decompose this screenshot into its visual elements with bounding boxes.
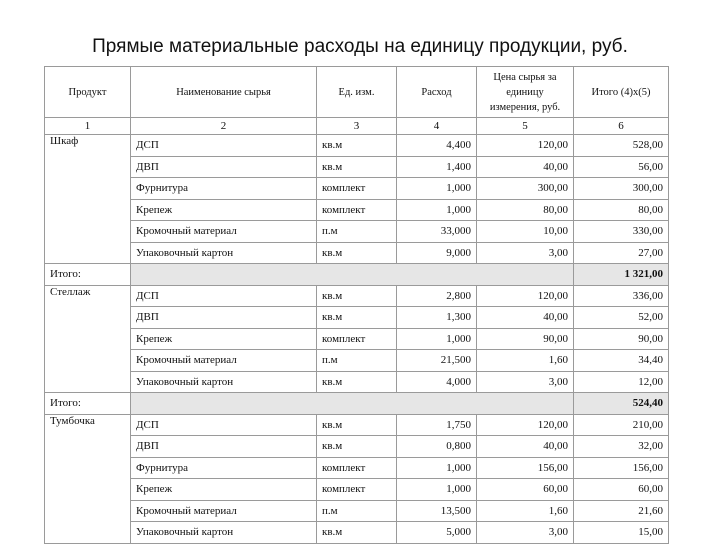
material-name: Крепеж <box>131 328 317 350</box>
consumption-cell: 21,500 <box>397 350 477 372</box>
price-cell: 3,00 <box>477 242 574 264</box>
row-total-cell: 56,00 <box>574 156 669 178</box>
material-name: Крепеж <box>131 199 317 221</box>
unit-cell: кв.м <box>317 522 397 544</box>
unit-cell: кв.м <box>317 307 397 329</box>
price-cell: 120,00 <box>477 135 574 157</box>
subtotal-label: Итого: <box>45 393 131 415</box>
price-cell: 40,00 <box>477 307 574 329</box>
header-price: Цена сырья за единицу измерения, руб. <box>477 67 574 118</box>
material-name: Упаковочный картон <box>131 522 317 544</box>
material-name: Фурнитура <box>131 457 317 479</box>
material-name: Упаковочный картон <box>131 242 317 264</box>
row-total-cell: 27,00 <box>574 242 669 264</box>
unit-cell: кв.м <box>317 242 397 264</box>
header-product: Продукт <box>45 67 131 118</box>
column-number: 4 <box>397 118 477 135</box>
price-cell: 90,00 <box>477 328 574 350</box>
unit-cell: кв.м <box>317 135 397 157</box>
row-total-cell: 336,00 <box>574 285 669 307</box>
table-body <box>45 135 669 544</box>
row-total-cell: 21,60 <box>574 500 669 522</box>
column-number: 5 <box>477 118 574 135</box>
table-row <box>45 178 669 200</box>
consumption-cell: 2,800 <box>397 285 477 307</box>
column-number: 2 <box>131 118 317 135</box>
row-total-cell: 52,00 <box>574 307 669 329</box>
table-row <box>45 436 669 458</box>
table-row <box>45 221 669 243</box>
row-total-cell: 34,40 <box>574 350 669 372</box>
consumption-cell: 5,000 <box>397 522 477 544</box>
unit-cell: кв.м <box>317 436 397 458</box>
table-row <box>45 457 669 479</box>
row-total-cell: 12,00 <box>574 371 669 393</box>
table-row <box>45 328 669 350</box>
unit-cell: кв.м <box>317 414 397 436</box>
unit-cell: п.м <box>317 500 397 522</box>
table-row <box>45 307 669 329</box>
consumption-cell: 1,300 <box>397 307 477 329</box>
consumption-cell: 4,400 <box>397 135 477 157</box>
row-total-cell: 156,00 <box>574 457 669 479</box>
material-name: ДВП <box>131 436 317 458</box>
table-row <box>45 371 669 393</box>
column-number: 1 <box>45 118 131 135</box>
subtotal-row <box>45 393 669 415</box>
table-row <box>45 479 669 501</box>
material-name: ДСП <box>131 135 317 157</box>
unit-cell: кв.м <box>317 371 397 393</box>
price-cell: 10,00 <box>477 221 574 243</box>
unit-cell: комплект <box>317 328 397 350</box>
price-cell: 120,00 <box>477 285 574 307</box>
material-name: ДСП <box>131 414 317 436</box>
price-cell: 300,00 <box>477 178 574 200</box>
column-number: 6 <box>574 118 669 135</box>
unit-cell: комплект <box>317 479 397 501</box>
material-name: Крепеж <box>131 479 317 501</box>
unit-cell: комплект <box>317 457 397 479</box>
subtotal-row <box>45 264 669 286</box>
material-name: Кромочный материал <box>131 350 317 372</box>
consumption-cell: 1,400 <box>397 156 477 178</box>
unit-cell: кв.м <box>317 285 397 307</box>
consumption-cell: 4,000 <box>397 371 477 393</box>
material-name: Упаковочный картон <box>131 371 317 393</box>
column-number-row <box>45 118 669 135</box>
unit-cell: п.м <box>317 350 397 372</box>
row-total-cell: 300,00 <box>574 178 669 200</box>
consumption-cell: 1,000 <box>397 178 477 200</box>
consumption-cell: 1,000 <box>397 479 477 501</box>
row-total-cell: 32,00 <box>574 436 669 458</box>
price-cell: 3,00 <box>477 522 574 544</box>
unit-cell: п.м <box>317 221 397 243</box>
consumption-cell: 9,000 <box>397 242 477 264</box>
table-row <box>45 156 669 178</box>
row-total-cell: 210,00 <box>574 414 669 436</box>
table-row <box>45 242 669 264</box>
header-consumption: Расход <box>397 67 477 118</box>
material-name: ДСП <box>131 285 317 307</box>
consumption-cell: 1,000 <box>397 457 477 479</box>
consumption-cell: 0,800 <box>397 436 477 458</box>
consumption-cell: 33,000 <box>397 221 477 243</box>
product-name: Стеллаж <box>45 285 131 393</box>
unit-cell: комплект <box>317 178 397 200</box>
consumption-cell: 1,000 <box>397 199 477 221</box>
price-cell: 156,00 <box>477 457 574 479</box>
subtotal-value: 1 321,00 <box>574 264 669 286</box>
table-row <box>45 285 669 307</box>
material-name: ДВП <box>131 307 317 329</box>
subtotal-filler <box>131 264 574 286</box>
material-name: Кромочный материал <box>131 500 317 522</box>
table-row <box>45 414 669 436</box>
price-cell: 40,00 <box>477 156 574 178</box>
row-total-cell: 528,00 <box>574 135 669 157</box>
consumption-cell: 1,000 <box>397 328 477 350</box>
materials-table <box>44 66 669 544</box>
page-title: Прямые материальные расходы на единицу продукции, руб. <box>92 36 628 57</box>
header-unit: Ед. изм. <box>317 67 397 118</box>
price-cell: 60,00 <box>477 479 574 501</box>
table-row <box>45 500 669 522</box>
header-total: Итого (4)x(5) <box>574 67 669 118</box>
row-total-cell: 60,00 <box>574 479 669 501</box>
row-total-cell: 15,00 <box>574 522 669 544</box>
product-name: Тумбочка <box>45 414 131 543</box>
header-row <box>45 67 669 118</box>
header-material: Наименование сырья <box>131 67 317 118</box>
price-cell: 80,00 <box>477 199 574 221</box>
subtotal-value: 524,40 <box>574 393 669 415</box>
unit-cell: кв.м <box>317 156 397 178</box>
material-name: ДВП <box>131 156 317 178</box>
row-total-cell: 90,00 <box>574 328 669 350</box>
subtotal-filler <box>131 393 574 415</box>
material-name: Кромочный материал <box>131 221 317 243</box>
price-cell: 120,00 <box>477 414 574 436</box>
price-cell: 1,60 <box>477 350 574 372</box>
product-name: Шкаф <box>45 135 131 264</box>
material-name: Фурнитура <box>131 178 317 200</box>
price-cell: 40,00 <box>477 436 574 458</box>
consumption-cell: 13,500 <box>397 500 477 522</box>
table-row <box>45 199 669 221</box>
consumption-cell: 1,750 <box>397 414 477 436</box>
price-cell: 1,60 <box>477 500 574 522</box>
unit-cell: комплект <box>317 199 397 221</box>
row-total-cell: 330,00 <box>574 221 669 243</box>
table-row <box>45 135 669 157</box>
price-cell: 3,00 <box>477 371 574 393</box>
row-total-cell: 80,00 <box>574 199 669 221</box>
subtotal-label: Итого: <box>45 264 131 286</box>
table-row <box>45 350 669 372</box>
column-number: 3 <box>317 118 397 135</box>
